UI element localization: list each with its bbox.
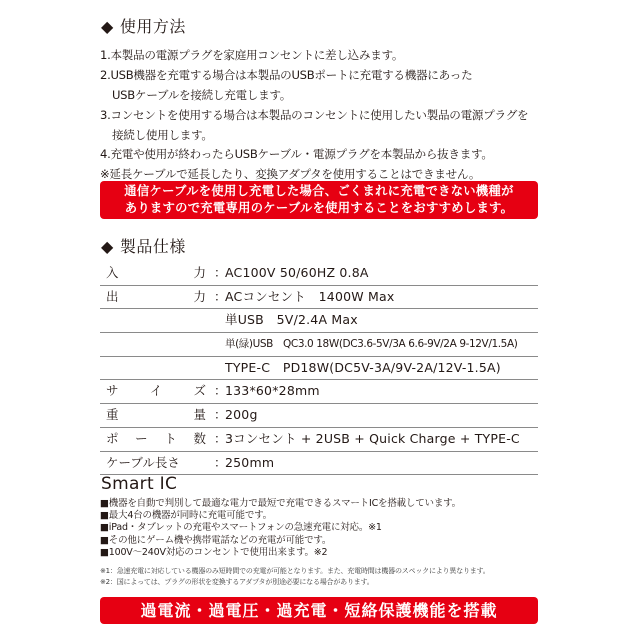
smart-ic-feature: ■100V〜240V対応のコンセントで使用出来ます。※2 [100, 546, 328, 558]
spec-label-char: 出 [106, 288, 119, 304]
spec-label-char: 数 [193, 430, 206, 446]
cable-notice-line-2: ありますので充電専用のケーブルを使用することをおすすめします。 [124, 201, 514, 215]
spec-colon: ： [214, 265, 227, 280]
spec-label-char: 量 [193, 407, 206, 423]
spec-label-char: 入 [106, 265, 119, 280]
footnote-1: ※1：急速充電に対応している機器のみ短時間での充電が可能となります。また、充電時間は機器のスペックにより異なります。 [100, 567, 490, 575]
spec-colon: ： [214, 288, 227, 304]
spec-label [106, 380, 206, 402]
usage-heading-text: 使用方法 [119, 17, 186, 36]
cable-notice-line-1: 通信ケーブルを使用し充電した場合、ごくまれに充電できない機種が [124, 184, 514, 198]
diamond-icon: ◆ [101, 237, 114, 256]
spec-label-char: ー [135, 430, 148, 446]
spec-value: TYPE-C PD18W(DC5V-3A/9V-2A/12V-1.5A) [225, 359, 501, 375]
spec-label [106, 428, 206, 450]
spec-label [106, 262, 206, 284]
footnotes [100, 566, 490, 588]
spec-table [100, 262, 538, 475]
spec-row-output-qc-usb [100, 333, 538, 357]
spec-value: 250mm [225, 454, 275, 470]
spec-label-char: ズ [193, 383, 206, 399]
usage-caution: ※延長ケーブルで延長したり、変換アダプタを使用することはできません。 [100, 167, 481, 182]
spec-value: AC100V 50/60HZ 0.8A [225, 265, 369, 280]
spec-row-ports [100, 428, 538, 452]
specs-heading-text: 製品仕様 [119, 237, 186, 256]
spec-label-char: ト [164, 430, 177, 446]
smart-ic-title: Smart IC [101, 474, 178, 494]
footnote-2: ※2：国によっては、プラグの形状を変換するアダプタが別途必要になる場合があります。 [100, 578, 374, 586]
spec-label [106, 452, 206, 474]
spec-colon: ： [214, 383, 227, 399]
spec-row-output [100, 286, 538, 310]
spec-row-size [100, 380, 538, 404]
spec-label-char: ポ [106, 430, 119, 446]
spec-row-input [100, 262, 538, 286]
spec-colon: ： [214, 454, 227, 470]
usage-step-2: 2.USB機器を充電する場合は本製品のUSBポートに充電する機器にあった [100, 67, 473, 82]
spec-label-char: 重 [106, 407, 119, 423]
spec-label [106, 286, 206, 308]
protection-banner: 過電流・過電圧・過充電・短絡保護機能を搭載 [100, 597, 538, 624]
smart-ic-features [100, 498, 461, 559]
spec-value: 3コンセント + 2USB + Quick Charge + TYPE-C [225, 430, 520, 446]
smart-ic-feature: ■最大4台の機器が同時に充電可能です。 [100, 510, 272, 522]
usage-step-3: 3.コンセントを使用する場合は本製品のコンセントに使用したい製品の電源プラグを [100, 107, 529, 122]
spec-value: 133*60*28mm [225, 383, 320, 399]
spec-colon: ： [214, 430, 227, 446]
spec-label [106, 404, 206, 426]
diamond-icon: ◆ [101, 17, 114, 36]
usage-instructions [100, 47, 550, 186]
usage-heading [101, 17, 186, 37]
spec-value: 単(緑)USB QC3.0 18W(DC3.6-5V/3A 6.6-9V/2A 9-12V/1.5A) [225, 338, 518, 351]
spec-value: 200g [225, 407, 258, 423]
specs-heading [101, 237, 186, 257]
cable-notice-banner [100, 181, 538, 219]
spec-label-char: 力 [193, 288, 206, 304]
spec-row-cable-length [100, 452, 538, 476]
spec-label-char: サ [106, 383, 119, 399]
usage-step-1: 1.本製品の電源プラグを家庭用コンセントに差し込みます。 [100, 48, 404, 62]
smart-ic-feature: ■その他にゲーム機や携帯電話などの充電が可能です。 [100, 534, 332, 546]
spec-value: 単USB 5V/2.4A Max [225, 312, 358, 328]
spec-label-char: ケーブル長さ [106, 454, 180, 470]
spec-row-weight [100, 404, 538, 428]
smart-ic-feature: ■iPad・タブレットの充電やスマートフォンの急速充電に対応。※1 [100, 522, 382, 534]
spec-label-char: 力 [193, 265, 206, 280]
spec-value: ACコンセント 1400W Max [225, 288, 395, 304]
spec-row-output-usb [100, 309, 538, 333]
usage-step-2-cont: USBケーブルを接続し充電します。 [112, 87, 292, 102]
spec-colon: ： [214, 407, 227, 423]
spec-label-char: イ [149, 383, 163, 399]
usage-step-4: 4.充電や使用が終わったらUSBケーブル・電源プラグを本製品から抜きます。 [100, 147, 493, 162]
spec-row-output-type-c [100, 357, 538, 381]
usage-step-3-cont: 接続し使用します。 [112, 127, 213, 142]
smart-ic-feature: ■機器を自動で判別して最適な電力で最短で充電できるスマートICを搭載しています。 [100, 498, 461, 509]
